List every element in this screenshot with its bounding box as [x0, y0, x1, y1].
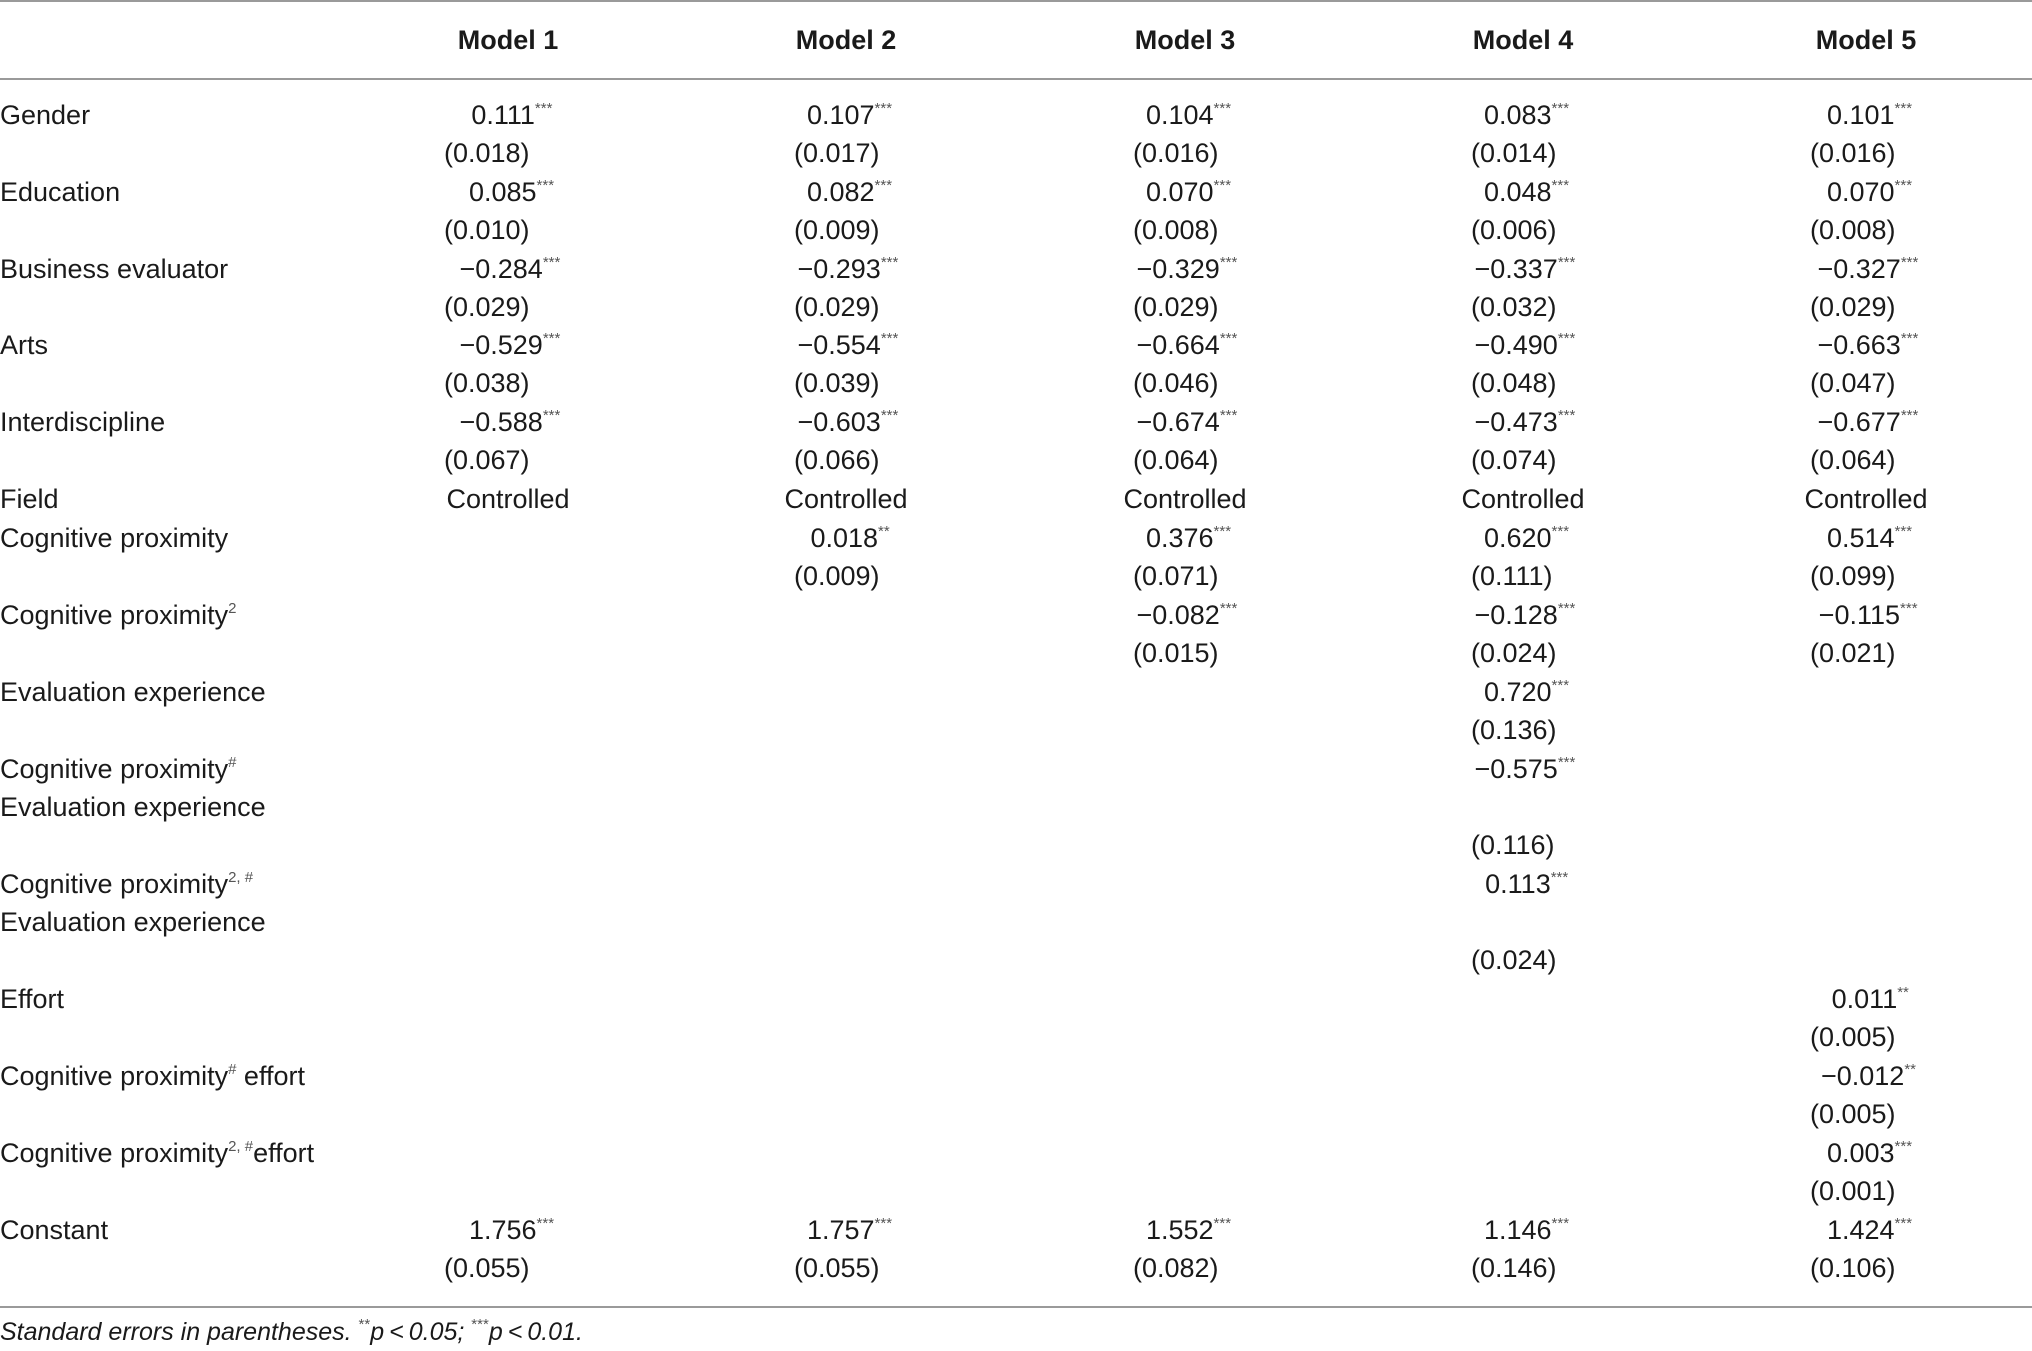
coef-value: −0.284***: [459, 254, 561, 284]
coef-value: 1.757***: [806, 1215, 893, 1245]
std-error: (0.005): [1810, 1022, 1896, 1052]
coef-value: −0.603***: [797, 407, 899, 437]
std-error: (0.146): [1471, 1253, 1557, 1283]
column-header: Model 5: [1815, 25, 1917, 55]
coef-value: 1.756***: [468, 1215, 555, 1245]
row-label: Cognitive proximity$^{2, \#}$: [0, 869, 254, 899]
std-error: (0.029): [444, 292, 530, 322]
row-label: Cognitive proximity$^{2, \#}$effort: [0, 1138, 315, 1168]
coef-value: −0.663***: [1817, 330, 1919, 360]
std-error: (0.066): [794, 445, 880, 475]
column-header: Model 2: [795, 25, 897, 55]
coef-value: 0.514***: [1826, 523, 1913, 553]
coef-value: −0.529***: [459, 330, 561, 360]
coef-value: 0.111***: [471, 100, 553, 130]
coef-value: 0.113***: [1485, 869, 1569, 899]
header-rule: [0, 78, 2032, 80]
std-error: (0.021): [1810, 638, 1896, 668]
std-error: (0.015): [1133, 638, 1219, 668]
row-label: Cognitive proximity#: [0, 754, 237, 784]
row-label: Interdiscipline: [0, 407, 166, 437]
row-label: Education: [0, 177, 121, 207]
coef-value: 1.424***: [1826, 1215, 1913, 1245]
coef-value: Controlled: [1461, 484, 1585, 514]
coef-value: −0.293***: [797, 254, 899, 284]
std-error: (0.008): [1810, 215, 1896, 245]
std-error: (0.014): [1471, 138, 1557, 168]
table-footnote: Standard errors in parentheses. **p < 0.05; ***p < 0.01.: [0, 1316, 583, 1346]
coef-value: 0.070***: [1145, 177, 1232, 207]
std-error: (0.029): [1133, 292, 1219, 322]
row-label: Gender: [0, 100, 91, 130]
coef-value: Controlled: [784, 484, 908, 514]
std-error: (0.039): [794, 368, 880, 398]
coef-value: 0.048***: [1483, 177, 1570, 207]
row-label-line2: Evaluation experience: [0, 907, 266, 937]
coef-value: 0.018**: [810, 523, 890, 553]
row-label: Field: [0, 484, 59, 514]
row-label-line2: Evaluation experience: [0, 792, 266, 822]
coef-value: −0.115***: [1818, 600, 1918, 630]
std-error: (0.099): [1810, 561, 1896, 591]
std-error: (0.082): [1133, 1253, 1219, 1283]
coef-value: −0.128***: [1474, 600, 1576, 630]
coef-value: 0.003***: [1826, 1138, 1913, 1168]
coef-value: 0.107***: [806, 100, 893, 130]
coef-value: 0.070***: [1826, 177, 1913, 207]
std-error: (0.016): [1133, 138, 1219, 168]
std-error: (0.029): [794, 292, 880, 322]
coef-value: 0.083***: [1483, 100, 1570, 130]
column-header: Model 1: [457, 25, 559, 55]
coef-value: Controlled: [1123, 484, 1247, 514]
std-error: (0.106): [1810, 1253, 1896, 1283]
std-error: (0.018): [444, 138, 530, 168]
coef-value: Controlled: [1804, 484, 1928, 514]
row-label: Cognitive proximity# effort: [0, 1061, 305, 1091]
std-error: (0.024): [1471, 638, 1557, 668]
std-error: (0.064): [1810, 445, 1896, 475]
std-error: (0.009): [794, 561, 880, 591]
std-error: (0.009): [794, 215, 880, 245]
std-error: (0.017): [794, 138, 880, 168]
std-error: (0.010): [444, 215, 530, 245]
row-label: Arts: [0, 330, 49, 360]
std-error: (0.005): [1810, 1099, 1896, 1129]
coef-value: −0.490***: [1474, 330, 1576, 360]
coef-value: −0.575***: [1474, 754, 1576, 784]
std-error: (0.111): [1471, 561, 1553, 591]
coef-value: Controlled: [446, 484, 570, 514]
std-error: (0.008): [1133, 215, 1219, 245]
std-error: (0.029): [1810, 292, 1896, 322]
table-top-rule: [0, 0, 2032, 2]
std-error: (0.071): [1133, 561, 1219, 591]
coef-value: −0.082***: [1136, 600, 1238, 630]
coef-value: 0.085***: [468, 177, 555, 207]
row-label: Evaluation experience: [0, 677, 266, 707]
std-error: (0.067): [444, 445, 530, 475]
std-error: (0.038): [444, 368, 530, 398]
coef-value: −0.337***: [1474, 254, 1576, 284]
coef-value: −0.677***: [1817, 407, 1919, 437]
column-header: Model 4: [1472, 25, 1574, 55]
std-error: (0.047): [1810, 368, 1896, 398]
std-error: (0.046): [1133, 368, 1219, 398]
std-error: (0.116): [1471, 830, 1555, 860]
row-label: Cognitive proximity: [0, 523, 229, 553]
row-label: Cognitive proximity$^2$: [0, 600, 237, 630]
std-error: (0.006): [1471, 215, 1557, 245]
std-error: (0.016): [1810, 138, 1896, 168]
coef-value: 0.376***: [1145, 523, 1232, 553]
coef-value: −0.588***: [459, 407, 561, 437]
coef-value: 0.104***: [1145, 100, 1232, 130]
coef-value: 0.101***: [1826, 100, 1913, 130]
coef-value: −0.554***: [797, 330, 899, 360]
row-label: Business evaluator: [0, 254, 229, 284]
std-error: (0.024): [1471, 945, 1557, 975]
std-error: (0.136): [1471, 715, 1557, 745]
coef-value: 1.146***: [1483, 1215, 1570, 1245]
coef-value: −0.327***: [1817, 254, 1919, 284]
coef-value: 0.720***: [1483, 677, 1570, 707]
coef-value: −0.473***: [1474, 407, 1576, 437]
std-error: (0.048): [1471, 368, 1557, 398]
coef-value: −0.329***: [1136, 254, 1238, 284]
std-error: (0.064): [1133, 445, 1219, 475]
row-label: Constant: [0, 1215, 109, 1245]
std-error: (0.055): [444, 1253, 530, 1283]
std-error: (0.074): [1471, 445, 1557, 475]
coef-value: 1.552***: [1145, 1215, 1232, 1245]
coef-value: −0.674***: [1136, 407, 1238, 437]
column-header: Model 3: [1134, 25, 1236, 55]
row-label: Effort: [0, 984, 65, 1014]
table-bottom-rule: [0, 1306, 2032, 1308]
std-error: (0.032): [1471, 292, 1557, 322]
coef-value: 0.011**: [1831, 984, 1909, 1014]
std-error: (0.055): [794, 1253, 880, 1283]
coef-value: 0.620***: [1483, 523, 1570, 553]
coef-value: 0.082***: [806, 177, 893, 207]
std-error: (0.001): [1810, 1176, 1896, 1206]
coef-value: −0.012**: [1820, 1061, 1917, 1091]
coef-value: −0.664***: [1136, 330, 1238, 360]
